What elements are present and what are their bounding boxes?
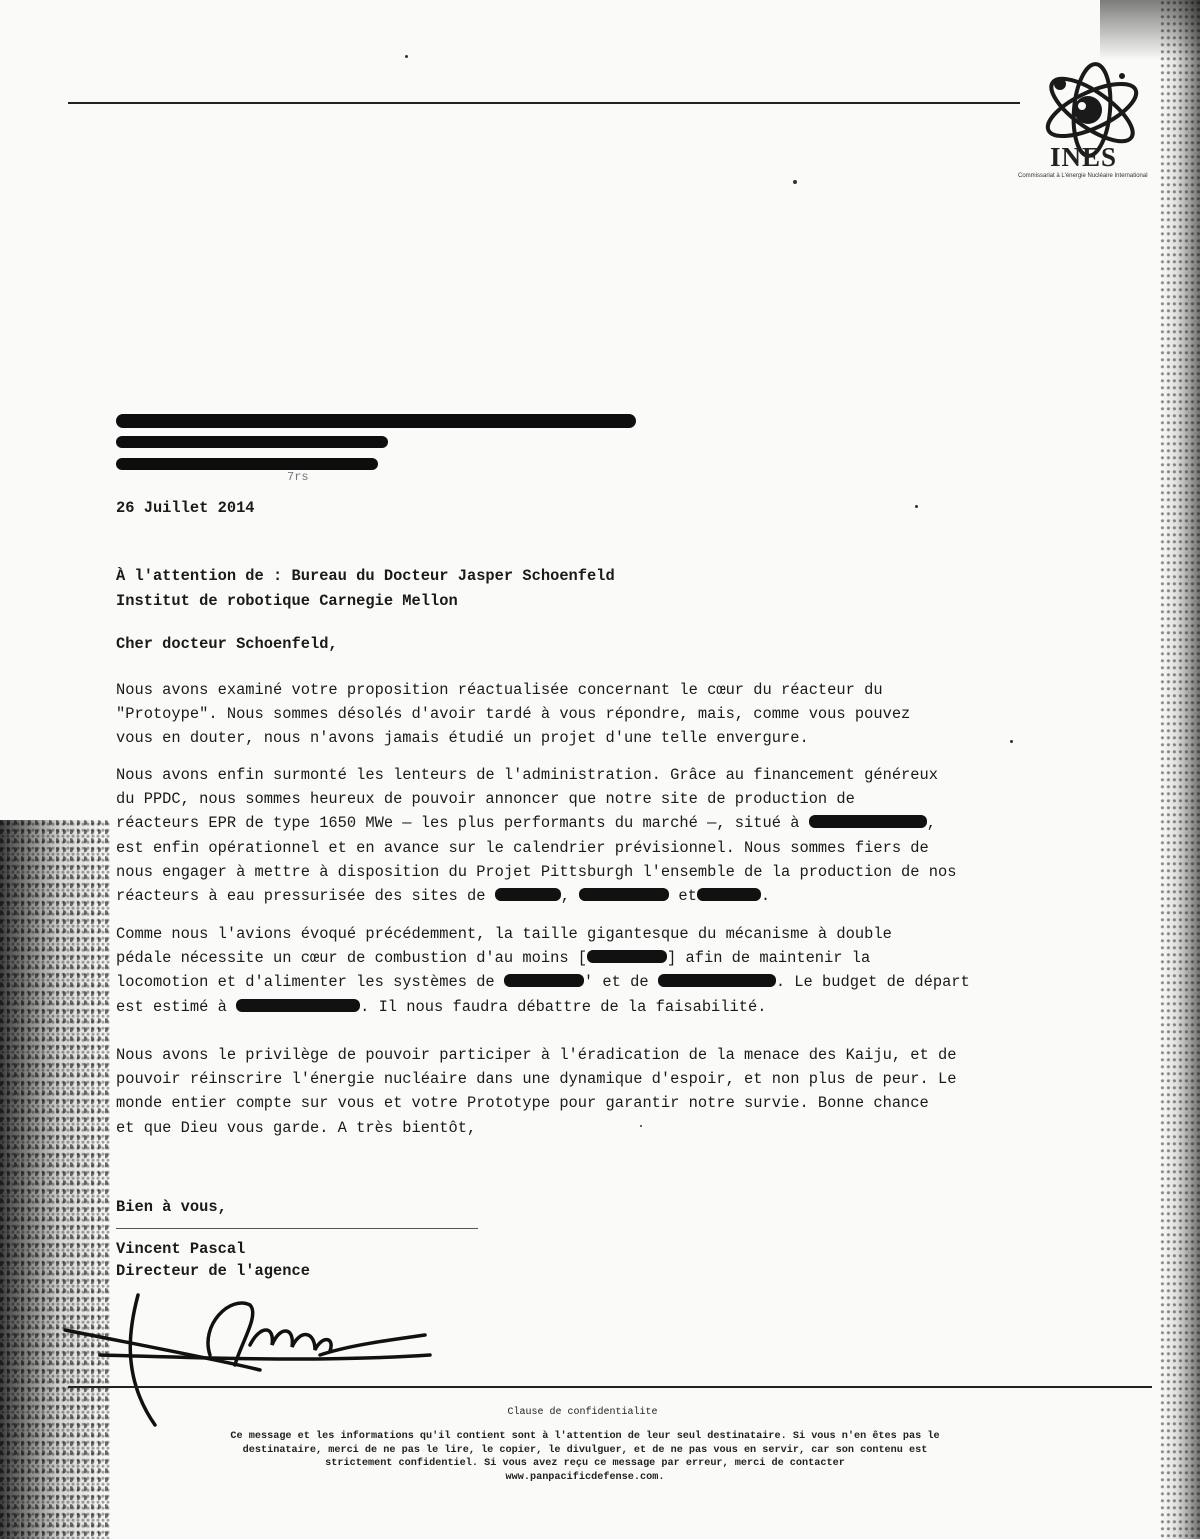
- footer-line: strictement confidentiel. Si vous avez reçu ce message par erreur, merci de contacter: [325, 1458, 845, 1469]
- footer-line: destinataire, merci de ne pas le lire, le copier, le divulguer, et de ne pas vous en servir, car son contenu est: [242, 1444, 928, 1456]
- paragraph-line: "Protoype". Nous sommes désolés d'avoir tardé à vous répondre, mais, comme vous pouvez: [116, 705, 911, 724]
- paragraph-word: et: [678, 887, 697, 906]
- logo-subtitle: Commissariat à L'énergie Nucléaire International: [1018, 173, 1148, 179]
- confidentiality-notice: [170, 1430, 1000, 1484]
- paragraph-1: [116, 678, 1096, 751]
- paragraph-line: locomotion et d'alimenter les systèmes de: [116, 973, 495, 992]
- paragraph-4: [116, 1043, 1096, 1140]
- logo-wordmark: INES: [1050, 142, 1118, 172]
- paragraph-line: est enfin opérationnel et en avance sur le calendrier prévisionnel. Nous sommes fiers de: [116, 838, 929, 857]
- stray-mark: 7rs: [287, 470, 309, 484]
- paragraph-line: réacteurs à eau pressurisée des sites de: [116, 887, 486, 906]
- speck: [1010, 740, 1013, 743]
- paragraph-line: monde entier compte sur vous et votre Prototype pour garantir notre survie. Bonne chance: [116, 1094, 929, 1113]
- signer-title: Directeur de l'agence: [116, 1262, 310, 1280]
- speck: [915, 505, 918, 508]
- paragraph-line: vous en douter, nous n'avons jamais étudié un projet d'une telle envergure.: [116, 729, 809, 748]
- redacted-site: [495, 888, 561, 901]
- speck: [640, 1125, 642, 1127]
- footer-link: www.panpacificdefense.com.: [505, 1471, 665, 1483]
- scan-noise-right: [1160, 0, 1200, 1539]
- redacted-site: [809, 815, 927, 828]
- paragraph-line: . Il nous faudra débattre de la faisabilité.: [360, 997, 767, 1016]
- redacted-site: [579, 888, 669, 901]
- redacted-system: [504, 974, 584, 987]
- paragraph-line: est estimé à: [116, 997, 227, 1016]
- speck: [405, 55, 408, 58]
- salutation: Cher docteur Schoenfeld,: [116, 635, 338, 653]
- paragraph-line: Comme nous l'avions évoqué précédemment, la taille gigantesque du mécanisme à double: [116, 925, 892, 943]
- footer-rule: [68, 1386, 1152, 1388]
- signature-divider: [116, 1228, 478, 1229]
- redacted-budget: [236, 999, 360, 1012]
- paragraph-line: ' et de: [583, 973, 649, 992]
- footer-line: Ce message et les informations qu'il contient sont à l'attention de leur seul destinataire. Si vous n'en êtes pas le: [230, 1431, 940, 1442]
- paragraph-line: Nous avons enfin surmonté les lenteurs de l'administration. Grâce au financement généreux: [116, 766, 938, 784]
- letter-date: 26 Juillet 2014: [116, 499, 255, 517]
- paragraph-2: Nous avons enfin surmonté les lenteurs de l'administration. Grâce au financement généreux du PPDC, nous sommes heureux de pouvoir annoncer que notre site de production de réacteurs EPR de type 1650 MWe — les plus performants du marché —, situé à , est enfin opérationnel et en avance sur le calendrier prévisionnel. Nous sommes fiers de nous engager à mettre à disposition du Projet Pittsburgh l'ensemble de la production de nos réacteurs à eau pressurisée des sites de , et .: [116, 763, 1096, 908]
- redacted-address-line-3: [116, 458, 378, 470]
- header-rule: [68, 102, 1020, 104]
- redacted-system: [658, 974, 776, 987]
- redacted-site: [697, 888, 761, 901]
- paragraph-line: pédale nécessite un cœur de combustion d'au moins [: [116, 949, 588, 968]
- speck: [793, 180, 797, 184]
- paragraph-line: et que Dieu vous garde. A très bientôt,: [116, 1118, 477, 1137]
- paragraph-3: [116, 922, 1096, 1019]
- attention-line: À l'attention de : Bureau du Docteur Jasper Schoenfeld: [116, 567, 615, 585]
- institute-line: Institut de robotique Carnegie Mellon: [116, 592, 458, 610]
- paragraph-line: ] afin de maintenir la: [667, 949, 871, 968]
- paragraph-line: du PPDC, nous sommes heureux de pouvoir annoncer que notre site de production de: [116, 790, 855, 809]
- paragraph-line: Nous avons examiné votre proposition réactualisée concernant le cœur du réacteur du: [116, 681, 883, 699]
- signer-name: Vincent Pascal: [116, 1240, 246, 1258]
- paragraph-line: nous engager à mettre à disposition du Projet Pittsburgh l'ensemble de la production de nos: [116, 862, 957, 881]
- redacted-value: [587, 950, 667, 963]
- closing: Bien à vous,: [116, 1198, 227, 1216]
- paragraph-line: pouvoir réinscrire l'énergie nucléaire dans une dynamique d'espoir, et non plus de peur. Le: [116, 1070, 957, 1089]
- redacted-address-line-2: [116, 436, 388, 448]
- paragraph-line: . Le budget de départ: [775, 973, 970, 992]
- redacted-address-line-1: [116, 414, 636, 428]
- confidentiality-title: Clause de confidentialite: [507, 1407, 658, 1418]
- paragraph-line: réacteurs EPR de type 1650 MWe — les plus performants du marché —, situé à: [116, 814, 800, 833]
- paragraph-line: Nous avons le privilège de pouvoir participer à l'éradication de la menace des Kaiju, et de: [116, 1046, 957, 1064]
